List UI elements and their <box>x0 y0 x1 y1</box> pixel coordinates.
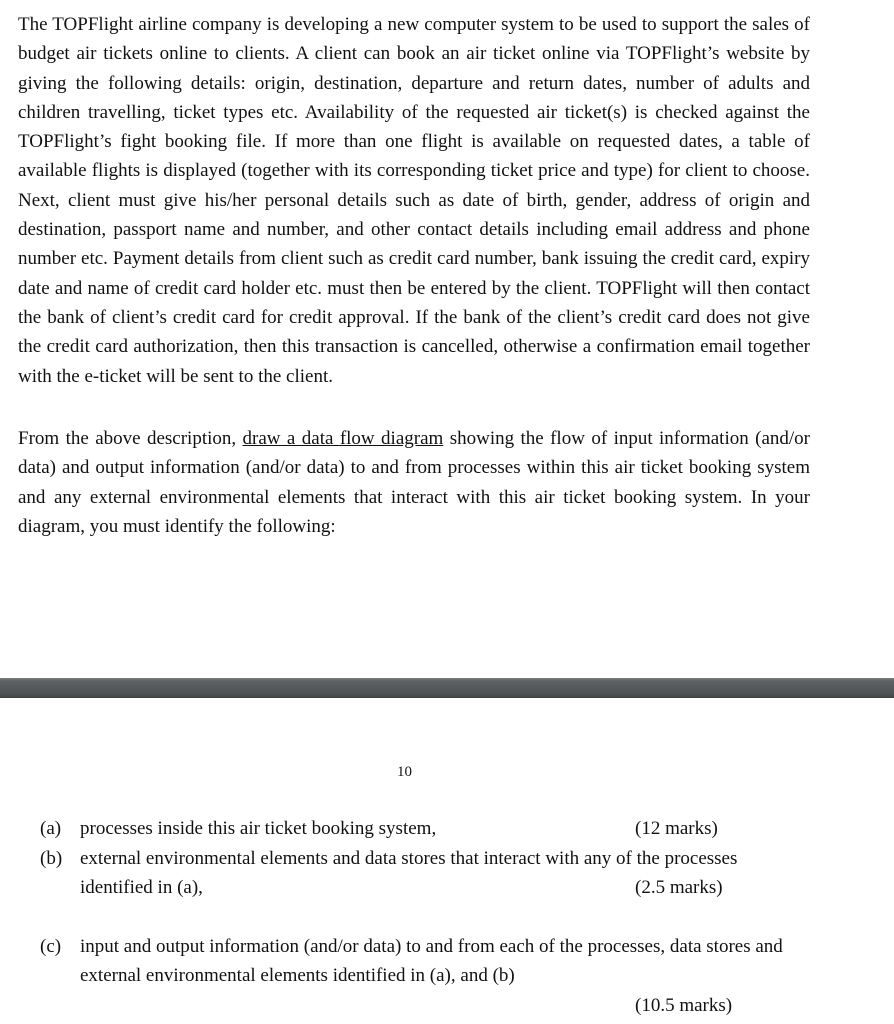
question-b-marks: (2.5 marks) <box>635 877 723 898</box>
page-number: 10 <box>397 764 412 780</box>
question-c-label: (c) <box>40 936 62 957</box>
instruction-rest: showing the flow of input information (and/or data) and output information (and/or data) to and from processes within this air ticket booking system and any external environmental elements that interact with this air ticket booking system. In your diagram, you must identify the following: <box>18 428 810 537</box>
instruction-emphasis: draw a data flow diagram <box>242 428 444 449</box>
question-a-label: (a) <box>40 818 62 839</box>
question-c-text-line-1: input and output information (and/or data) to and from each of the processes, data stores and <box>80 936 783 957</box>
scenario-paragraph: The TOPFlight airline company is developing a new computer system to be used to support the sales of budget air tickets online to clients. A client can book an air ticket online via TOPFlight’s website by giving the following details: origin, destination, departure and return dates, number of adults and children travelling, ticket types etc. Availability of the requested air ticket(s) is checked against the TOPFlight’s fight booking file. If more than one flight is available on requested dates, a table of available flights is displayed (together with its corresponding ticket price and type) for client to choose. Next, client must give his/her personal details such as date of birth, gender, address of origin and destination, passport name and number, and other contact details including email address and phone number etc. Payment details from client such as credit card number, bank issuing the credit card, expiry date and name of credit card holder etc. must then be entered by the client. TOPFlight will then contact the bank of client’s credit card for credit approval. If the bank of the client’s credit card does not give the credit card authorization, then this transaction is cancelled, otherwise a confirmation email together with the e-ticket will be sent to the client. <box>18 14 810 387</box>
question-a-text: processes inside this air ticket booking system, <box>80 818 437 839</box>
question-c-text-line-2: external environmental elements identified in (a), and (b) <box>80 965 515 986</box>
question-a-marks: (12 marks) <box>635 818 718 839</box>
question-b-text-line-2: identified in (a), <box>80 877 203 898</box>
question-c-marks: (10.5 marks) <box>635 995 733 1016</box>
instruction-intro: From the above description, <box>18 428 243 449</box>
question-b-text-line-1: external environmental elements and data stores that interact with any of the processes <box>80 848 738 869</box>
page-divider <box>0 678 894 698</box>
instruction-paragraph <box>18 424 810 541</box>
question-b-label: (b) <box>40 848 63 869</box>
